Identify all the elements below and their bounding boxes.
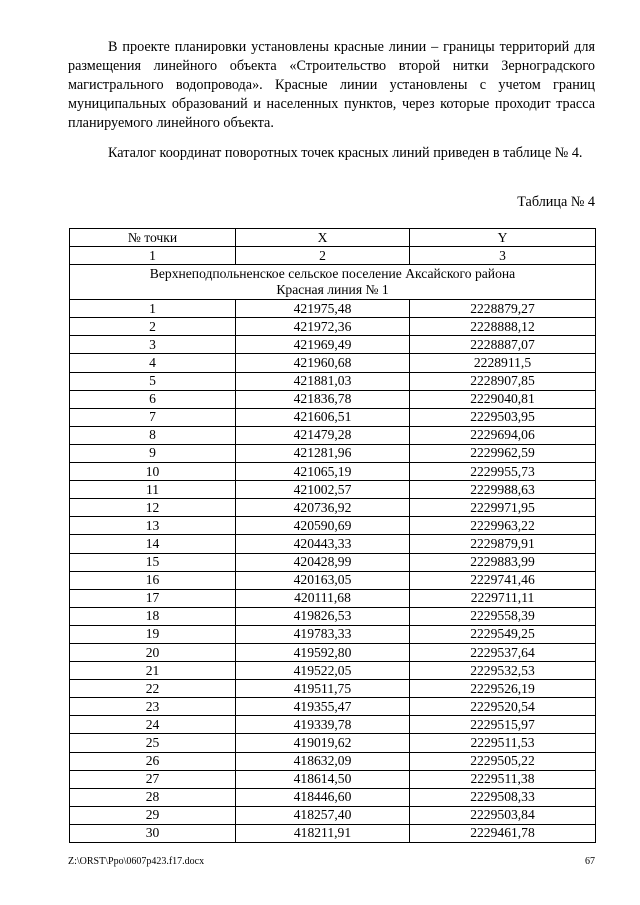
cell-x: 419783,33 — [236, 625, 410, 643]
cell-y: 2229537,64 — [410, 643, 596, 661]
table-section-row — [70, 265, 596, 300]
cell-x: 421972,36 — [236, 318, 410, 336]
cell-y: 2228888,12 — [410, 318, 596, 336]
cell-y: 2229883,99 — [410, 553, 596, 571]
cell-x: 421606,51 — [236, 408, 410, 426]
table-row — [70, 607, 596, 625]
cell-y: 2229741,46 — [410, 571, 596, 589]
cell-point-number: 28 — [70, 788, 236, 806]
cell-point-number: 19 — [70, 625, 236, 643]
cell-x: 421836,78 — [236, 390, 410, 408]
cell-y: 2229558,39 — [410, 607, 596, 625]
cell-point-number: 12 — [70, 499, 236, 517]
cell-y: 2229508,33 — [410, 788, 596, 806]
cell-x: 421960,68 — [236, 354, 410, 372]
section-settlement-name: Верхнеподпольненское сельское поселение Аксайского района — [149, 266, 516, 282]
cell-y: 2228907,85 — [410, 372, 596, 390]
cell-y: 2229532,53 — [410, 662, 596, 680]
cell-x: 420428,99 — [236, 553, 410, 571]
cell-point-number: 4 — [70, 354, 236, 372]
cell-x: 419019,62 — [236, 734, 410, 752]
paragraph-catalog: Каталог координат поворотных точек красных линий приведен в таблице № 4. — [108, 145, 583, 161]
cell-point-number: 29 — [70, 806, 236, 824]
table-row — [70, 643, 596, 661]
cell-x: 421002,57 — [236, 481, 410, 499]
table-row — [70, 499, 596, 517]
table-row — [70, 788, 596, 806]
cell-x: 419826,53 — [236, 607, 410, 625]
table-row — [70, 698, 596, 716]
cell-y: 2229511,38 — [410, 770, 596, 788]
table-row — [70, 318, 596, 336]
cell-x: 418632,09 — [236, 752, 410, 770]
table-row — [70, 625, 596, 643]
cell-x: 421065,19 — [236, 463, 410, 481]
table-row — [70, 372, 596, 390]
cell-point-number: 1 — [70, 300, 236, 318]
cell-x: 419355,47 — [236, 698, 410, 716]
table-body — [70, 300, 596, 843]
cell-y: 2229040,81 — [410, 390, 596, 408]
cell-point-number: 3 — [70, 336, 236, 354]
table-header-row — [70, 229, 596, 247]
header-x: X — [236, 229, 410, 247]
cell-y: 2229971,95 — [410, 499, 596, 517]
section-title — [70, 265, 596, 300]
cell-point-number: 21 — [70, 662, 236, 680]
cell-point-number: 8 — [70, 426, 236, 444]
table-row — [70, 752, 596, 770]
cell-x: 420590,69 — [236, 517, 410, 535]
table-row — [70, 426, 596, 444]
cell-point-number: 30 — [70, 824, 236, 842]
cell-x: 419522,05 — [236, 662, 410, 680]
paragraph-red-lines: В проекте планировки установлены красные линии – границы территорий для размещения линейного объекта «Строительство второй нитки Зерноградского магистрального водопровода». Красные линии установлены с учетом границ муниципальных образований и населенных пунктов, через которые проходит трасса планируемого линейного объекта. — [68, 39, 595, 131]
cell-point-number: 6 — [70, 390, 236, 408]
cell-point-number: 13 — [70, 517, 236, 535]
cell-x: 418211,91 — [236, 824, 410, 842]
column-number-1: 1 — [70, 247, 236, 265]
cell-point-number: 14 — [70, 535, 236, 553]
footer-file-path: Z:\ORST\Ppo\0607p423.f17.docx — [68, 856, 205, 867]
cell-x: 421881,03 — [236, 372, 410, 390]
table-caption: Таблица № 4 — [517, 194, 595, 210]
cell-y: 2229515,97 — [410, 716, 596, 734]
cell-y: 2229955,73 — [410, 463, 596, 481]
header-point-number: № точки — [70, 229, 236, 247]
cell-point-number: 26 — [70, 752, 236, 770]
cell-point-number: 5 — [70, 372, 236, 390]
cell-point-number: 16 — [70, 571, 236, 589]
table-row — [70, 770, 596, 788]
column-number-3: 3 — [410, 247, 596, 265]
cell-y: 2229511,53 — [410, 734, 596, 752]
cell-point-number: 11 — [70, 481, 236, 499]
table-row — [70, 824, 596, 842]
table-row — [70, 662, 596, 680]
cell-x: 419339,78 — [236, 716, 410, 734]
cell-y: 2229963,22 — [410, 517, 596, 535]
cell-y: 2228887,07 — [410, 336, 596, 354]
header-y: Y — [410, 229, 596, 247]
cell-y: 2229461,78 — [410, 824, 596, 842]
cell-y: 2229549,25 — [410, 625, 596, 643]
cell-point-number: 17 — [70, 589, 236, 607]
cell-x: 418614,50 — [236, 770, 410, 788]
cell-y: 2229962,59 — [410, 444, 596, 462]
cell-point-number: 25 — [70, 734, 236, 752]
table-row — [70, 336, 596, 354]
table-row — [70, 589, 596, 607]
table-row — [70, 806, 596, 824]
cell-y: 2229988,63 — [410, 481, 596, 499]
table-row — [70, 408, 596, 426]
cell-point-number: 24 — [70, 716, 236, 734]
cell-x: 418446,60 — [236, 788, 410, 806]
table-row — [70, 300, 596, 318]
cell-point-number: 7 — [70, 408, 236, 426]
table-row — [70, 444, 596, 462]
cell-y: 2229711,11 — [410, 589, 596, 607]
cell-y: 2229503,84 — [410, 806, 596, 824]
cell-x: 421479,28 — [236, 426, 410, 444]
cell-x: 419511,75 — [236, 680, 410, 698]
column-number-2: 2 — [236, 247, 410, 265]
cell-x: 420736,92 — [236, 499, 410, 517]
cell-point-number: 22 — [70, 680, 236, 698]
coordinates-table — [69, 228, 596, 843]
cell-x: 420111,68 — [236, 589, 410, 607]
cell-y: 2229505,22 — [410, 752, 596, 770]
table-row — [70, 716, 596, 734]
footer-page-number: 67 — [585, 856, 595, 867]
cell-x: 418257,40 — [236, 806, 410, 824]
cell-y: 2229694,06 — [410, 426, 596, 444]
cell-y: 2229520,54 — [410, 698, 596, 716]
table-row — [70, 553, 596, 571]
cell-point-number: 18 — [70, 607, 236, 625]
cell-x: 421975,48 — [236, 300, 410, 318]
cell-point-number: 23 — [70, 698, 236, 716]
cell-point-number: 9 — [70, 444, 236, 462]
table-row — [70, 481, 596, 499]
table-row — [70, 517, 596, 535]
cell-y: 2228911,5 — [410, 354, 596, 372]
cell-x: 421281,96 — [236, 444, 410, 462]
cell-point-number: 20 — [70, 643, 236, 661]
table-row — [70, 463, 596, 481]
cell-point-number: 2 — [70, 318, 236, 336]
cell-point-number: 10 — [70, 463, 236, 481]
cell-y: 2229879,91 — [410, 535, 596, 553]
table-row — [70, 390, 596, 408]
table-row — [70, 734, 596, 752]
table-row — [70, 680, 596, 698]
cell-y: 2229503,95 — [410, 408, 596, 426]
cell-point-number: 15 — [70, 553, 236, 571]
table-column-numbers-row — [70, 247, 596, 265]
cell-y: 2229526,19 — [410, 680, 596, 698]
section-red-line-name: Красная линия № 1 — [276, 282, 389, 298]
table-row — [70, 571, 596, 589]
table-row — [70, 354, 596, 372]
cell-x: 421969,49 — [236, 336, 410, 354]
cell-x: 420443,33 — [236, 535, 410, 553]
cell-y: 2228879,27 — [410, 300, 596, 318]
cell-x: 419592,80 — [236, 643, 410, 661]
cell-point-number: 27 — [70, 770, 236, 788]
table-row — [70, 535, 596, 553]
cell-x: 420163,05 — [236, 571, 410, 589]
